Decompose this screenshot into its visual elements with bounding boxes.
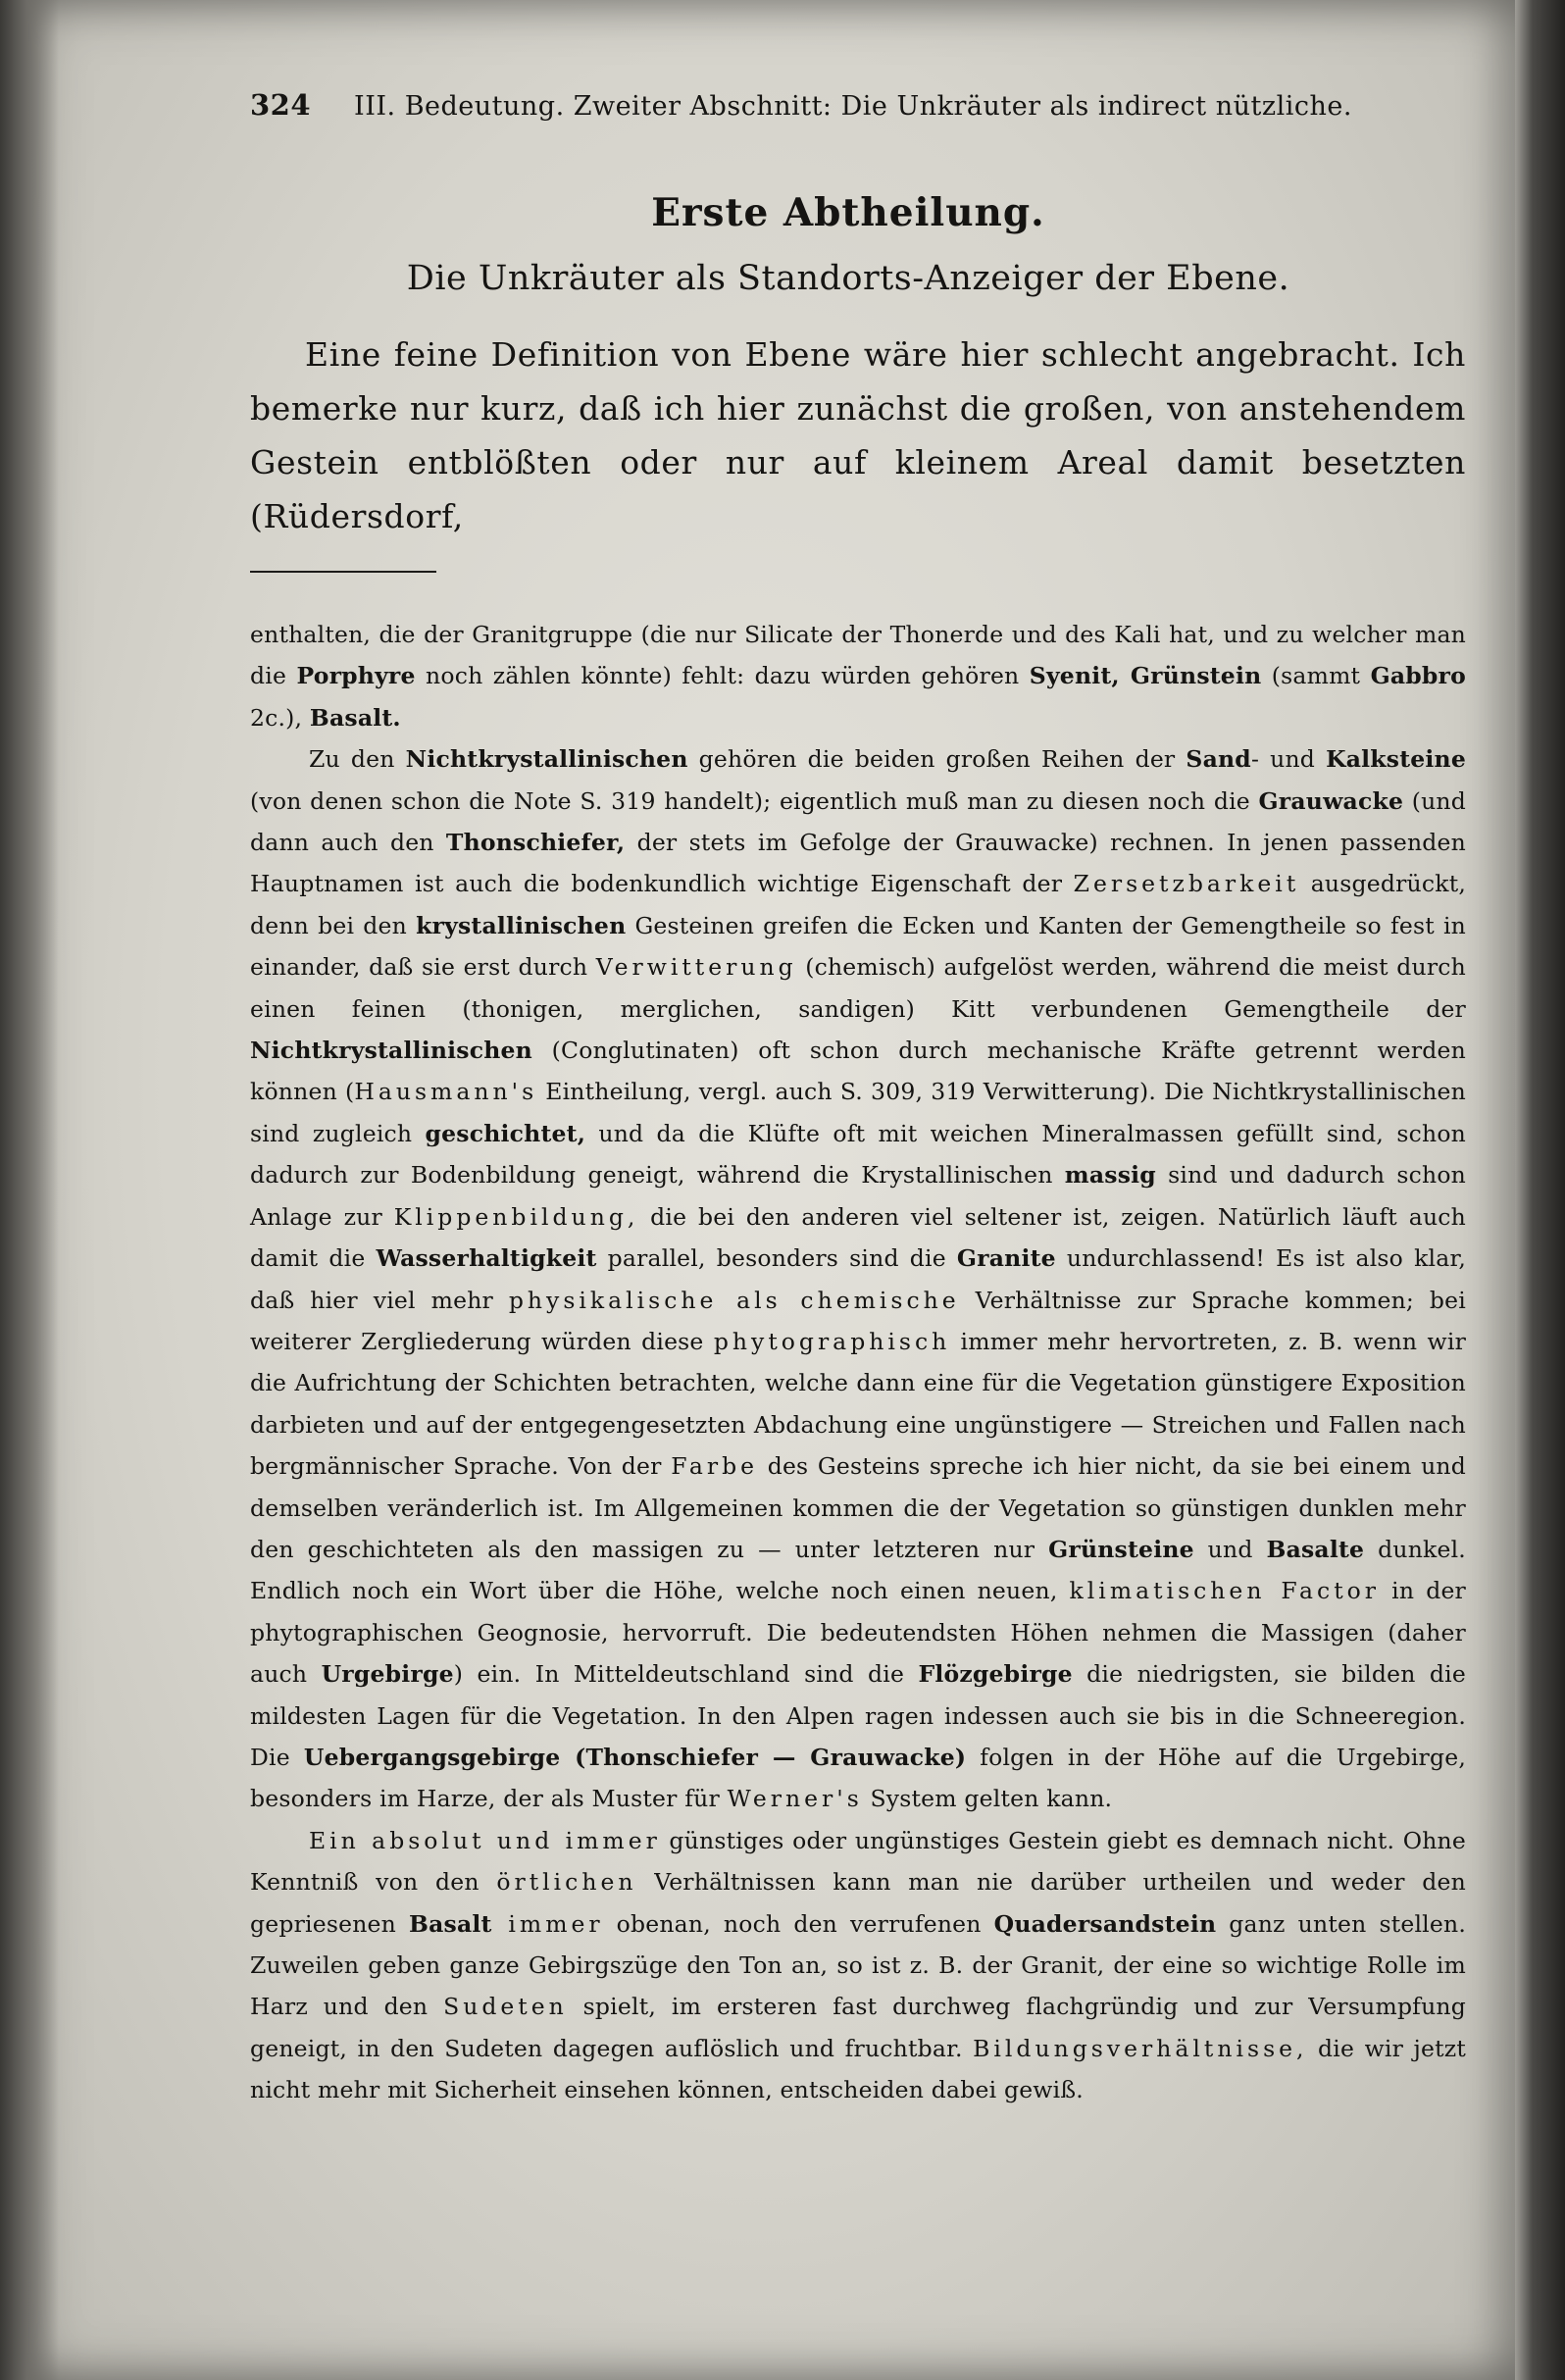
fn-term: geschichtet,	[425, 1119, 586, 1147]
fn-term: Granite	[956, 1244, 1056, 1273]
fn-text: der stets im Gefolge der Grauwacke) rechnen. In jenen passenden Hauptnamen ist auch die bodenkundlich wichtige Eigenschaft der	[250, 829, 1466, 898]
fn-term: Urgebirge	[321, 1660, 454, 1689]
fn-term: Basalte	[1266, 1535, 1365, 1563]
fn-term: Kalksteine	[1326, 745, 1466, 774]
fn-text: Gesteinen greifen die Ecken und Kanten der Gemengtheile so fest in einander, daß sie erst durch	[250, 911, 1466, 982]
fn-text: Verhältnisse zur Sprache kommen; bei weiterer Zergliederung würden diese	[250, 1286, 1466, 1355]
book-spine-shadow	[0, 0, 59, 2380]
fn-text: des Gesteins spreche ich hier nicht, da sie bei einem und demselben veränderlich ist. Im Allgemeinen kommen die der Vegetation so günstigen dunklen mehr den geschichteten als den massigen zu — unter letzteren nur	[250, 1452, 1466, 1563]
page-content	[250, 88, 1466, 2111]
fn-text: ausgedrückt, denn bei den	[250, 870, 1467, 939]
fn-text: spielt, im ersteren fast durchweg flachgründig und zur Versumpfung geneigt, in den Sudeten dagegen auflöslich und fruchtbar.	[250, 1993, 1466, 2062]
fn-text: - und	[1250, 745, 1327, 774]
fn-spaced: Bildungsverhältnisse,	[973, 2034, 1308, 2062]
section-title: Erste Abtheilung.	[651, 190, 1045, 235]
fn-text: ganz unten stellen. Zuweilen geben ganze Gebirgszüge den Ton an, so ist z. B. der Granit, der eine so wichtige Rolle im Harz und den	[250, 1909, 1466, 2021]
fn-spaced: klimatischen Factor	[1069, 1577, 1381, 1605]
footnote-paragraph-1	[250, 614, 1466, 738]
fn-text: die niedrigsten, sie bilden die mildesten Lagen für die Vegetation. In den Alpen ragen indessen auch sie bis in die Schneeregion. Die	[250, 1660, 1466, 1771]
fn-term: Grünsteine	[1048, 1535, 1194, 1563]
fn-spaced: physikalische als chemische	[508, 1286, 960, 1314]
fn-term: Basalt	[409, 1909, 492, 1938]
fn-term: krystallinischen	[416, 911, 627, 939]
fn-text: enthalten, die der Granitgruppe (die nur Silicate der Thonerde und des Kali hat, und zu welcher man die	[250, 621, 1466, 690]
fn-term: Flözgebirge	[918, 1660, 1073, 1689]
lead-text: Eine feine Definition von Ebene wäre hier schlecht angebracht. Ich bemerke nur kurz, daß ich hier zunächst die großen, von anstehendem Gestein entblößten oder nur auf kleinem Areal damit besetzten (Rüdersdorf,	[250, 335, 1466, 535]
lead-paragraph	[250, 328, 1466, 543]
running-header	[250, 88, 1466, 122]
fn-term: Nichtkrystallinischen	[250, 1037, 532, 1065]
fn-spaced: Farbe	[671, 1452, 759, 1481]
section-subtitle: Die Unkräuter als Standorts-Anzeiger der Ebene.	[406, 259, 1290, 298]
fn-text: Verhältnissen kann man nie darüber urtheilen und weder den gepriesenen	[250, 1868, 1466, 1938]
fn-term: Syenit, Grünstein	[1029, 662, 1262, 690]
fn-spaced: Hausmann's	[354, 1078, 538, 1106]
fn-spaced: Verwitterung	[595, 953, 797, 982]
fn-term: Thonschiefer,	[445, 829, 626, 857]
fn-text: und	[1193, 1535, 1267, 1563]
fn-spaced: Sudeten	[443, 1993, 568, 2021]
fn-term: Grauwacke	[1258, 786, 1404, 815]
fn-text: sind und dadurch schon Anlage zur	[250, 1161, 1466, 1231]
running-title: III. Bedeutung. Zweiter Abschnitt: Die Unkräuter als indirect nützliche.	[354, 91, 1352, 122]
fn-text: Eintheilung, vergl. auch S. 309, 319 Verwitterung). Die Nichtkrystallinischen sind zugleich	[250, 1078, 1466, 1147]
fn-text: parallel, besonders sind die	[596, 1244, 957, 1273]
fn-term: Uebergangsgebirge (Thonschiefer — Grauwacke)	[303, 1743, 967, 1771]
fn-text: dunkel. Endlich noch ein Wort über die Höhe, welche noch einen neuen,	[250, 1535, 1466, 1605]
fn-spaced: Zersetzbarkeit	[1073, 870, 1300, 898]
fn-text: gehören die beiden großen Reihen der	[687, 745, 1186, 774]
fn-term: Quadersandstein	[993, 1909, 1217, 1938]
fn-spaced: Ein absolut und immer	[309, 1826, 661, 1854]
fn-spaced: phytographisch	[713, 1327, 951, 1355]
fn-text: (chemisch) aufgelöst werden, während die meist durch einen feinen (thonigen, merglichen, sandigen) Kitt verbundenen Gemengtheile der	[250, 953, 1467, 1023]
fn-text: folgen in der Höhe auf die Urgebirge, besonders im Harze, der als Muster für	[250, 1743, 1466, 1813]
fn-text: in der phytographischen Geognosie, hervorruft. Die bedeutendsten Höhen nehmen die Massigen (daher auch	[250, 1577, 1466, 1689]
fn-text: noch zählen könnte) fehlt: dazu würden gehören	[415, 662, 1030, 690]
fn-text: immer mehr hervortreten, z. B. wenn wir die Aufrichtung der Schichten betrachten, welche dann eine für die Vegetation günstigere Exposition darbieten und auf der entgegengesetzten Abdachung eine ungünstigere — Streichen und Fallen nach bergmännischer Sprache. Von der	[250, 1327, 1467, 1481]
fn-spaced: örtlichen	[496, 1868, 637, 1897]
footnote-paragraph-2	[250, 738, 1466, 1820]
footnote-paragraph-3	[250, 1820, 1466, 2111]
footnote-divider	[250, 571, 436, 573]
fn-text: (von denen schon die Note S. 319 handelt); eigentlich muß man zu diesen noch die	[250, 786, 1259, 815]
fn-term: Sand	[1186, 745, 1251, 774]
fn-spaced: immer	[491, 1909, 604, 1938]
fn-text: ) ein. In Mitteldeutschland sind die	[453, 1660, 919, 1689]
fn-spaced: Klippenbildung,	[393, 1202, 639, 1231]
fn-text: die wir jetzt nicht mehr mit Sicherheit einsehen können, entscheiden dabei gewiß.	[250, 2034, 1466, 2104]
fn-text: undurchlassend! Es ist also klar, daß hier viel mehr	[250, 1244, 1466, 1314]
fn-text: obenan, noch den verrufenen	[603, 1909, 994, 1938]
fn-text: günstiges oder ungünstiges Gestein giebt es demnach nicht. Ohne Kenntniß von den	[250, 1826, 1466, 1897]
fn-term: Gabbro	[1370, 662, 1466, 690]
fn-text: System gelten kann.	[862, 1785, 1113, 1813]
fn-term: Basalt.	[309, 703, 401, 732]
fn-term: Porphyre	[296, 662, 416, 690]
fn-text: 2c.),	[250, 703, 310, 732]
page-edge	[1515, 0, 1565, 2380]
fn-text: und da die Klüfte oft mit weichen Mineralmassen gefüllt sind, schon dadurch zur Bodenbildung geneigt, während die Krystallinischen	[250, 1119, 1466, 1190]
fn-text: (Conglutinaten) oft schon durch mechanische Kräfte getrennt werden können (	[250, 1037, 1466, 1106]
page-number: 324	[250, 88, 312, 122]
fn-term: Wasserhaltigkeit	[376, 1244, 597, 1273]
fn-text: Zu den	[309, 745, 406, 774]
fn-text: (und dann auch den	[250, 786, 1467, 857]
fn-spaced: Werner's	[727, 1785, 863, 1813]
fn-text: die bei den anderen viel seltener ist, zeigen. Natürlich läuft auch damit die	[250, 1202, 1466, 1273]
fn-term: massig	[1064, 1161, 1156, 1190]
fn-text: (sammt	[1261, 662, 1371, 690]
fn-term: Nichtkrystallinischen	[405, 745, 688, 774]
